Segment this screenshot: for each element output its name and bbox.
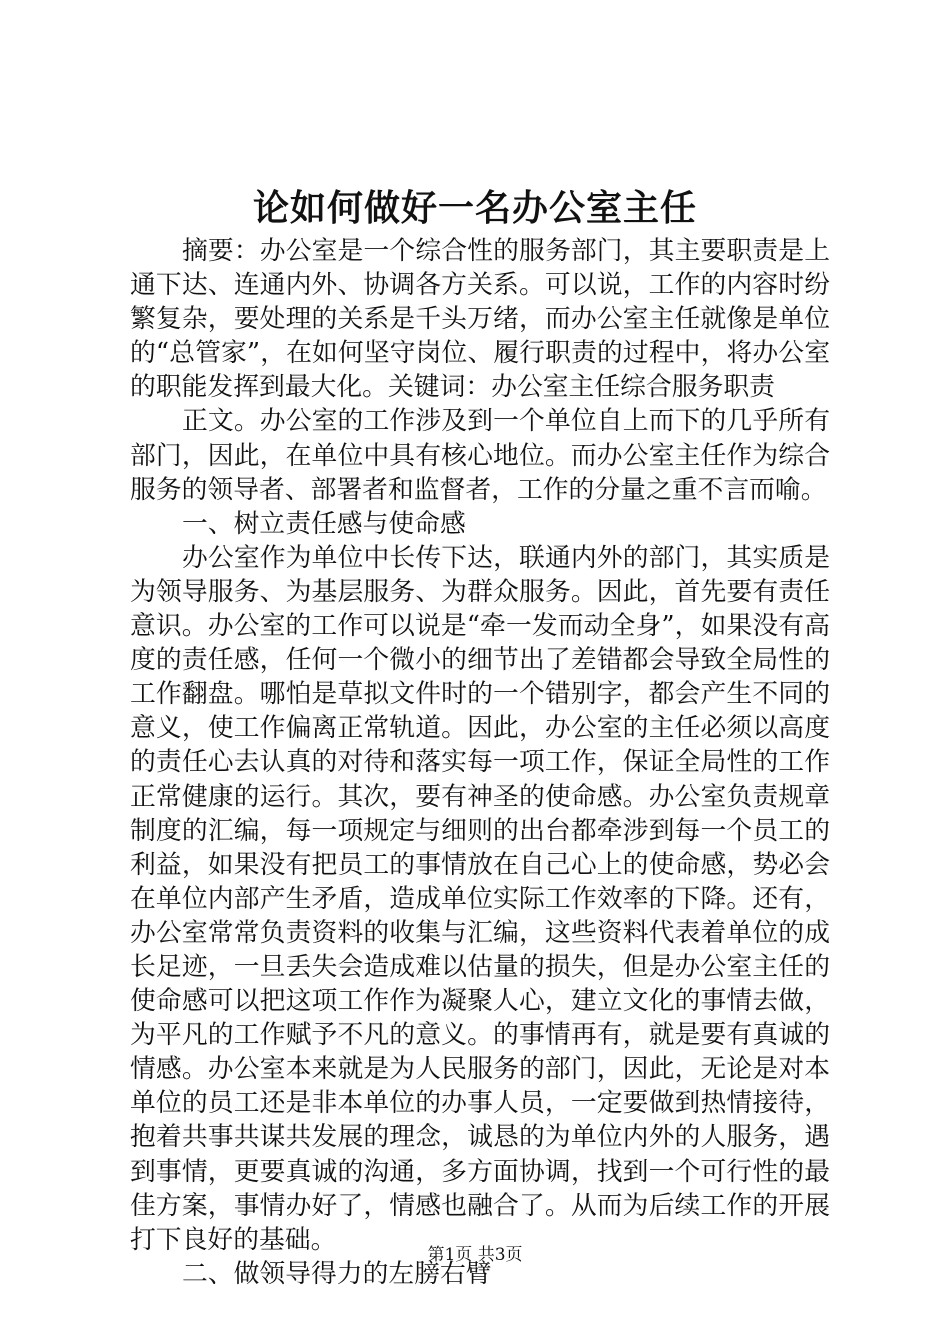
section-1-paragraph: 办公室作为单位中长传下达，联通内外的部门，其实质是为领导服务、为基层服务、为群众服务。因此，首先要有责任意识。办公室的工作可以说是“牵一发而动全身”，如果没有高度的责任感，任何一个微小的细节出了差错都会导致全局性的工作翻盘。哪怕是草拟文件时的一个错别字，都会产生不同的意义，使工作偏离正常轨道。因此，办公室的主任必须以高度的责任心去认真的对待和落实每一项工作，保证全局性的工作正常健康的运行。其次，要有神圣的使命感。办公室负责规章制度的汇编，每一项规定与细则的出台都牵涉到每一个员工的利益，如果没有把员工的事情放在自己心上的使命感，势必会在单位内部产生矛盾，造成单位实际工作效率的下降。还有，办公室常常负责资料的收集与汇编，这些资料代表着单位的成长足迹，一旦丢失会造成难以估量的损失，但是办公室主任的使命感可以把这项工作作为凝聚人心，建立文化的事情去做，为平凡的工作赋予不凡的意义。的事情再有，就是要有真诚的情感。办公室本来就是为人民服务的部门，因此，无论是对本单位的员工还是非本单位的办事人员，一定要做到热情接待，抱着共事共谋共发展的理念，诚恳的为单位内外的人服务，遇到事情，更要真诚的沟通，多方面协调，找到一个可行性的最佳方案，事情办好了，情感也融合了。从而为后续工作的开展打下良好的基础。	[130, 542, 830, 1255]
abstract-paragraph: 摘要：办公室是一个综合性的服务部门，其主要职责是上通下达、连通内外、协调各方关系。可以说，工作的内容时纷繁复杂，要处理的关系是千头万绪，而办公室主任就像是单位的“总管家”，在如何坚守岗位、履行职责的过程中，将办公室的职能发挥到最大化。关键词：办公室主任综合服务职责	[130, 236, 830, 403]
intro-paragraph: 正文。办公室的工作涉及到一个单位自上而下的几乎所有部门，因此，在单位中具有核心地位。而办公室主任作为综合服务的领导者、部署者和监督者，工作的分量之重不言而喻。	[130, 406, 830, 505]
document-body	[130, 234, 830, 1291]
section-heading-1: 一、树立责任感与使命感	[182, 508, 466, 539]
section-heading-2: 二、做领导得力的左膀右臂	[182, 1258, 492, 1289]
page-number-footer: 第1页 共3页	[427, 1245, 523, 1265]
document-title: 论如何做好一名办公室主任	[252, 188, 697, 229]
